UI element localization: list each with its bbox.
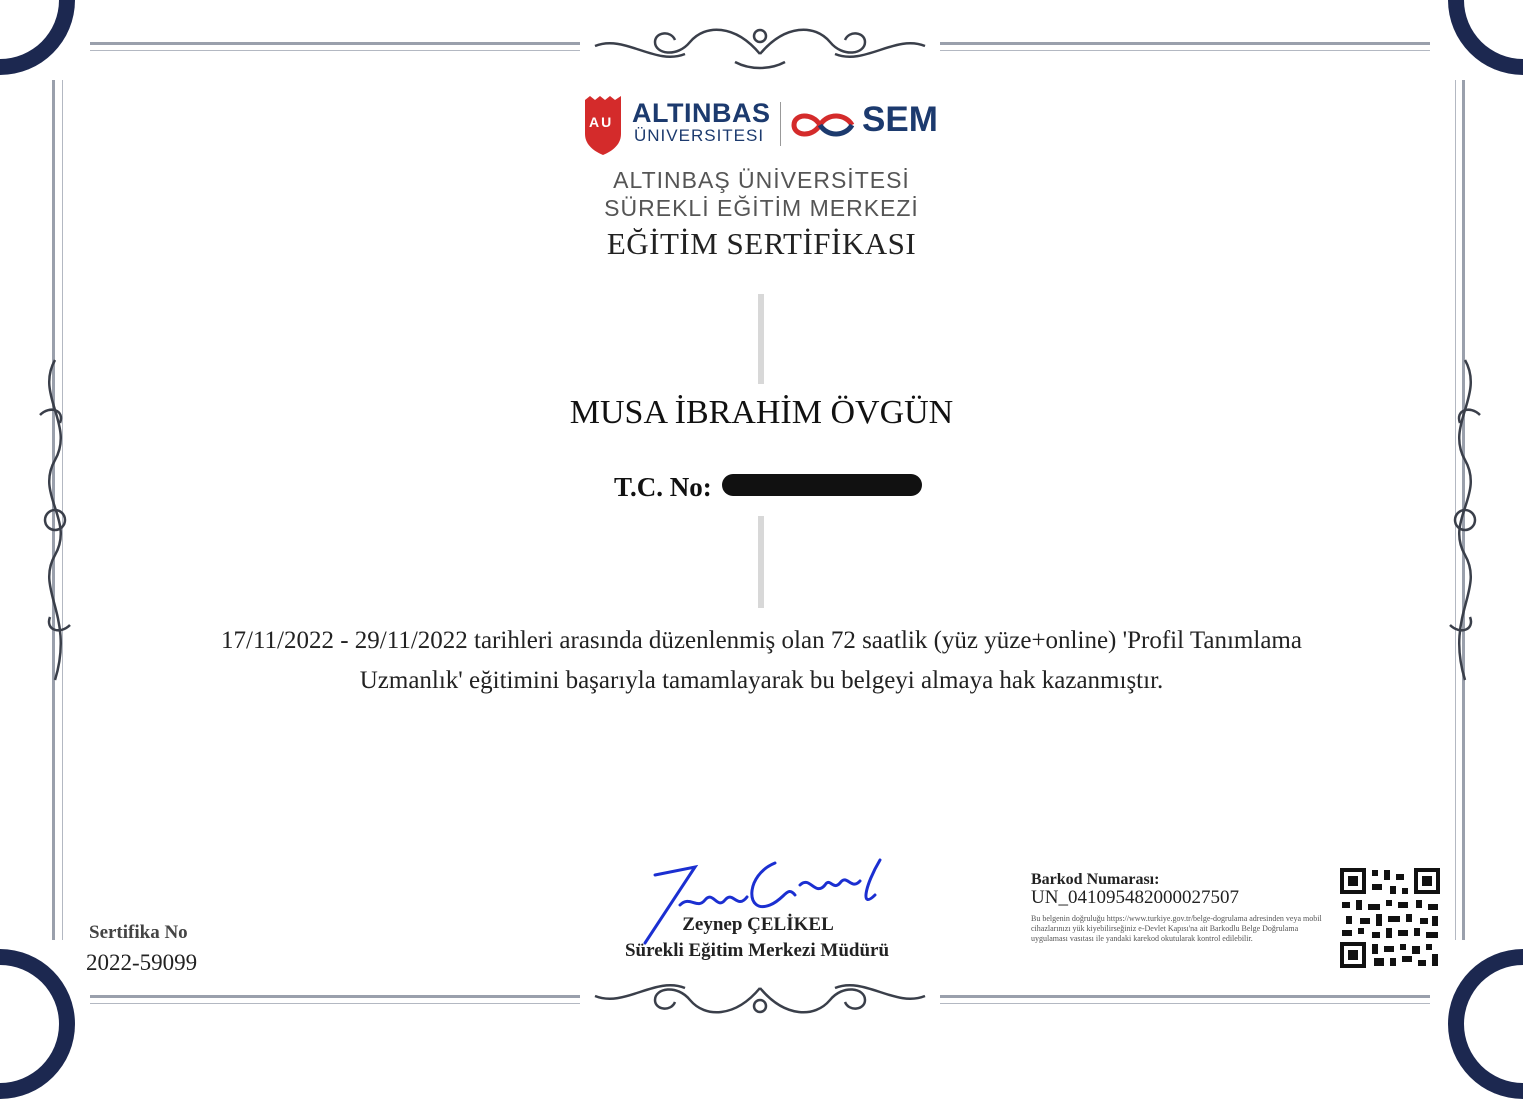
qr-code-icon	[1338, 866, 1442, 970]
signatory-name: Zeynep ÇELİKEL	[682, 914, 834, 935]
flourish-bottom	[585, 968, 935, 1024]
certificate-title: EĞİTİM SERTİFİKASI	[606, 226, 917, 261]
border-bottom-left-inner	[90, 1003, 580, 1004]
barcode-label: Barkod Numarası:	[1031, 871, 1160, 888]
logo-name-line1: ALTINBAS	[632, 98, 771, 128]
tc-number-redaction	[722, 474, 922, 496]
logo-separator	[780, 102, 781, 146]
border-bottom-right	[940, 995, 1430, 998]
certificate-no-label: Sertifika No	[89, 922, 188, 943]
barcode-note: Bu belgenin doğruluğu https://www.turkiye.gov.tr/belge-dogrulama adresinden veya mobil cihazlarınızı yük kiyebilirseğiniz e-Devlet Kapısı'na ait Barkodlu Belge Doğrulama uygulaması vasıtası ile yandaki karekod okutularak kontrol edilebilir.	[1031, 914, 1322, 943]
institution-name-line2: SÜREKLİ EĞİTİM MERKEZİ	[604, 195, 919, 221]
border-bottom-left	[90, 995, 580, 998]
sem-swoosh-icon	[790, 108, 860, 142]
logo-name-line2: ÜNIVERSITESI	[634, 126, 765, 145]
certificate-body-line2: Uzmanlık' eğitimini başarıyla tamamlayarak bu belgeyi almaya hak kazanmıştır.	[359, 667, 1164, 694]
border-top-right-inner	[940, 50, 1430, 51]
border-top-right	[940, 42, 1430, 45]
logo-sem: SEM	[862, 100, 938, 139]
signature-text	[640, 880, 646, 881]
certificate-no-value: 2022-59099	[86, 950, 198, 975]
tc-label: T.C. No:	[614, 472, 712, 502]
recipient-name: MUSA İBRAHİM ÖVGÜN	[569, 394, 954, 431]
certificate-body-line1: 17/11/2022 - 29/11/2022 tarihleri arasında düzenlenmiş olan 72 saatlik (yüz yüze+online) 'Profil Tanımlama	[221, 627, 1302, 654]
university-logo	[582, 96, 942, 158]
barcode-value: UN_041095482000027507	[1031, 887, 1239, 908]
border-top-left-inner	[90, 50, 580, 51]
flourish-top	[585, 14, 935, 74]
signatory-title: Sürekli Eğitim Merkezi Müdürü	[624, 940, 890, 961]
border-top-left	[90, 42, 580, 45]
border-bottom-right-inner	[940, 1003, 1430, 1004]
divider-bottom	[758, 516, 764, 608]
divider-top	[758, 294, 764, 384]
institution-name-line1: ALTINBAŞ ÜNİVERSİTESİ	[613, 167, 910, 193]
shield-letters: AU	[589, 114, 614, 130]
